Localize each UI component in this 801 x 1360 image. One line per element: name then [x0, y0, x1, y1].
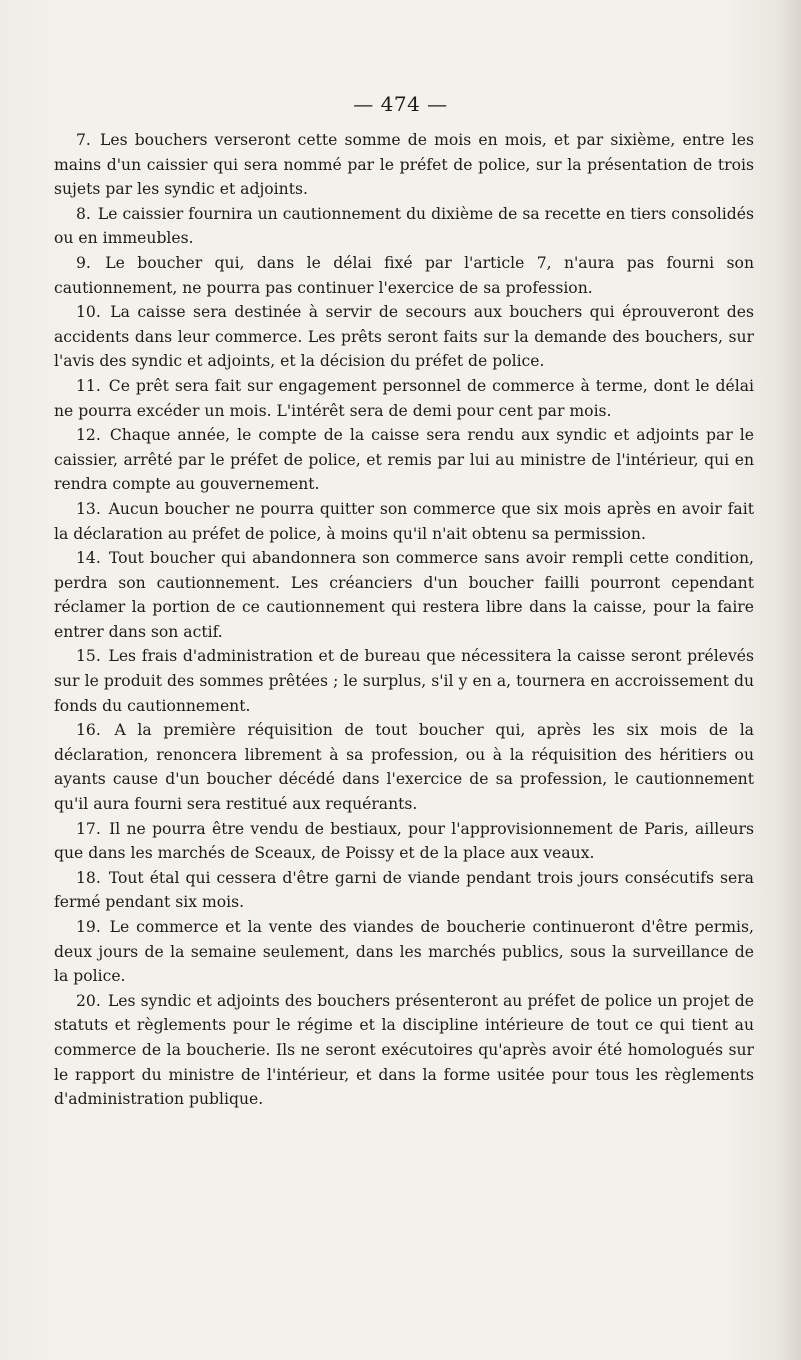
- article-number: 19.: [76, 918, 101, 936]
- article-paragraph: [54, 202, 754, 251]
- article-text: Le caissier fournira un cautionnement du dixième de sa recette en tiers consolidés ou en immeubles.: [54, 204, 754, 248]
- article-paragraph: [54, 644, 754, 718]
- article-number: 10.: [76, 303, 101, 322]
- article-paragraph: [54, 128, 754, 202]
- article-number: 13.: [76, 499, 101, 518]
- article-text: Chaque année, le compte de la caisse sera rendu aux syndic et adjoints par le caissier, arrêté par le préfet de police, et remis par lui au ministre de l'intérieur, qui en rendra compte au gouvernement.: [54, 426, 754, 494]
- article-number: 7.: [76, 131, 91, 149]
- article-text: Tout boucher qui abandonnera son commerce sans avoir rempli cette condition, perdra son cautionnement. Les créanciers d'un boucher failli pourront cependant réclamer la portion de ce cautionnement qui restera libre dans la caisse, pour la faire entrer dans son actif.: [54, 549, 754, 641]
- article-number: 18.: [76, 868, 101, 887]
- article-text: Les frais d'administration et de bureau que nécessitera la caisse seront prélevés sur le produit des sommes prêtées ; le surplus, s'il y en a, tournera en accroissement du fonds du cautionnement.: [54, 647, 754, 715]
- article-text: Il ne pourra être vendu de bestiaux, pour l'approvisionnement de Paris, ailleurs que dans les marchés de Sceaux, de Poissy et de la place aux veaux.: [54, 819, 754, 863]
- article-paragraph: [54, 989, 754, 1112]
- article-paragraph: [54, 718, 754, 816]
- article-paragraph: [54, 866, 754, 915]
- page-number: — 474 —: [353, 92, 448, 116]
- article-number: 20.: [76, 991, 101, 1010]
- article-text: La caisse sera destinée à servir de secours aux bouchers qui éprouveront des accidents dans leur commerce. Les prêts seront faits sur la demande des bouchers, sur l'avis des syndic et adjoints, et la décision du préfet de police.: [54, 303, 754, 371]
- article-paragraph: [54, 497, 754, 546]
- article-paragraph: [54, 423, 754, 497]
- article-text: Le boucher qui, dans le délai fixé par l'article 7, n'aura pas fourni son cautionnement, ne pourra pas continuer l'exercice de sa profession.: [54, 253, 754, 297]
- article-paragraph: [54, 817, 754, 866]
- article-paragraph: [54, 251, 754, 300]
- article-text: Ce prêt sera fait sur engagement personnel de commerce à terme, dont le délai ne pourra excéder un mois. L'intérêt sera de demi pour cent par mois.: [54, 376, 754, 420]
- article-paragraph: [54, 915, 754, 989]
- article-number: 12.: [76, 426, 101, 445]
- article-text: A la première réquisition de tout boucher qui, après les six mois de la déclaration, renoncera librement à sa profession, ou à la réquisition des héritiers ou ayants cause d'un boucher décédé dans l'exercice de sa profession, le cautionnement qu'il aura fourni sera restitué aux requérants.: [54, 721, 754, 814]
- article-number: 8.: [76, 204, 91, 223]
- article-number: 9.: [76, 253, 91, 272]
- article-text: Tout étal qui cessera d'être garni de viande pendant trois jours consécutifs sera fermé pendant six mois.: [54, 868, 754, 912]
- article-paragraph: [54, 546, 754, 644]
- article-list: [54, 128, 754, 1112]
- article-text: Le commerce et la vente des viandes de boucherie continueront d'être permis, deux jours de la semaine seulement, dans les marchés publics, sous la surveillance de la police.: [54, 918, 754, 986]
- article-number: 15.: [76, 647, 101, 666]
- article-number: 11.: [76, 376, 101, 395]
- article-text: Les bouchers verseront cette somme de mois en mois, et par sixième, entre les mains d'un caissier qui sera nommé par le préfet de police, sur la présentation de trois sujets par les syndic et adjoints.: [54, 131, 754, 199]
- article-text: Aucun boucher ne pourra quitter son commerce que six mois après en avoir fait la déclaration au préfet de police, à moins qu'il n'ait obtenu sa permission.: [54, 499, 754, 543]
- article-text: Les syndic et adjoints des bouchers présenteront au préfet de police un projet de statuts et règlements pour le régime et la discipline intérieure de tout ce qui tient au commerce de la boucherie. Ils ne seront exécutoires qu'après avoir été homologués sur le rapport du ministre de l'intérieur, et dans la forme usitée pour tous les règlements d'administration publique.: [54, 991, 754, 1109]
- article-number: 14.: [76, 549, 101, 568]
- article-number: 17.: [76, 819, 101, 838]
- article-paragraph: [54, 300, 754, 374]
- article-paragraph: [54, 374, 754, 423]
- article-number: 16.: [76, 721, 101, 740]
